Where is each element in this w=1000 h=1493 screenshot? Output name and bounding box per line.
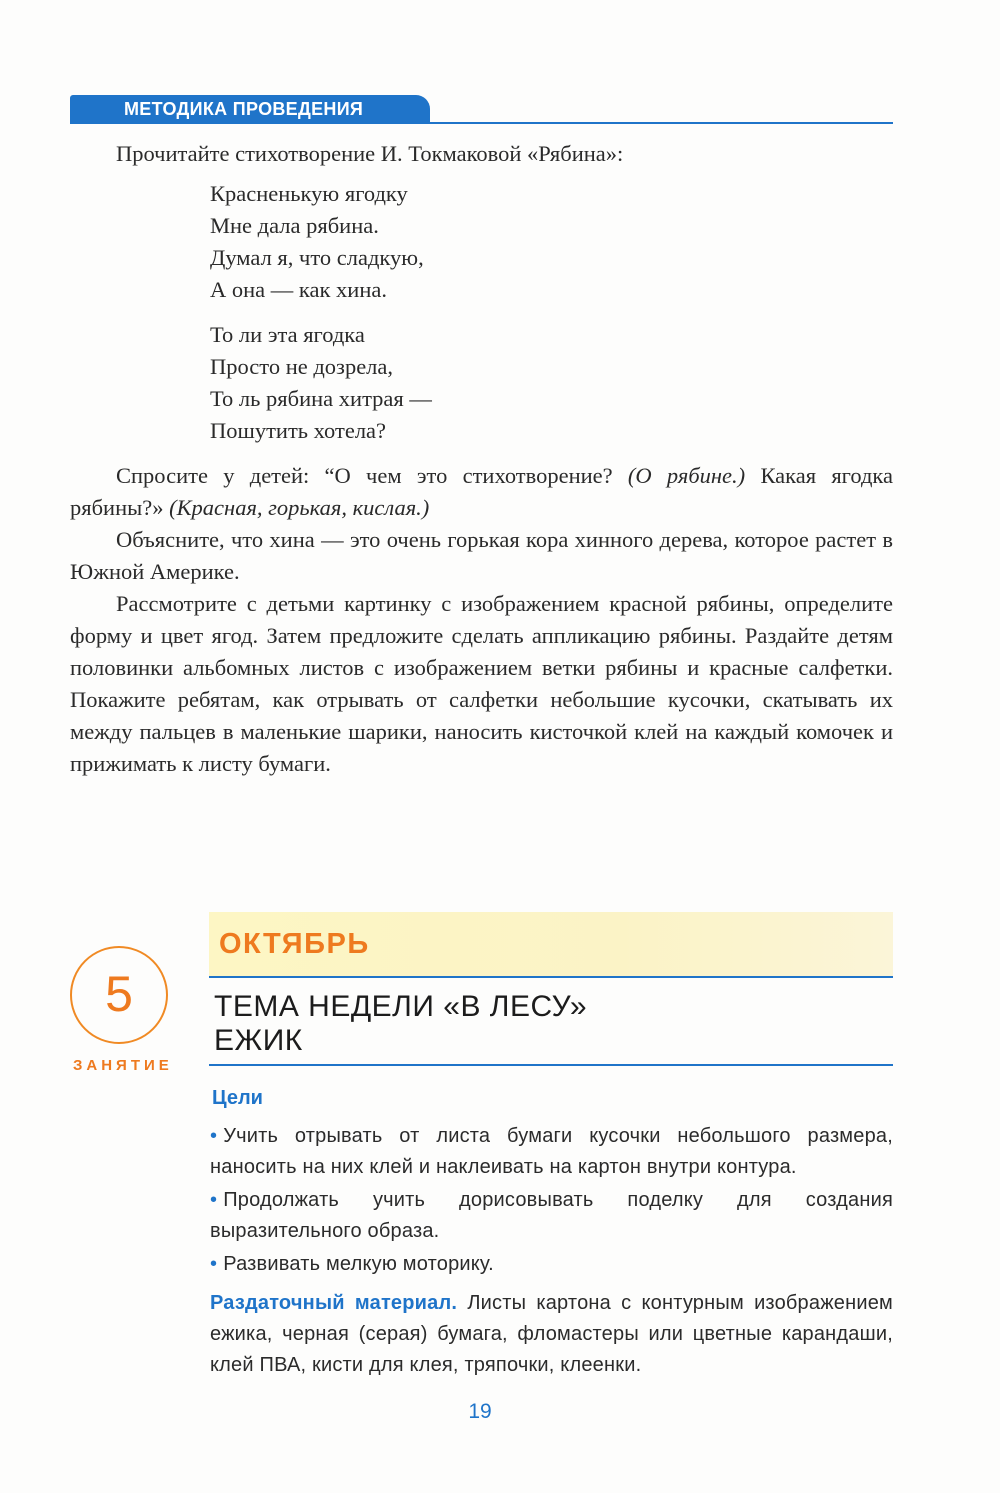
- goal-text: Развивать мелкую моторику.: [223, 1253, 494, 1275]
- poem-line: Просто не дозрела,: [210, 354, 394, 379]
- lesson-number-label: ЗАНЯТИЕ: [73, 1057, 173, 1074]
- materials-text: Листы картона с контурным изображением ежика, черная (серая) бумага, фломастеры или цветные карандаши, клей ПВА, кисти для клея, тряпочки, клеенки.: [210, 1292, 893, 1376]
- answer-text: (О рябине.): [627, 463, 746, 488]
- answer-text: (Красная, горькая, кислая.): [169, 495, 430, 520]
- poem-line: Думал я, что сладкую,: [210, 245, 424, 270]
- explanation-paragraph: Объясните, что хина — это очень горькая кора хинного дерева, которое растет в Южной Америке.: [70, 527, 893, 584]
- goal-text: Учить отрывать от листа бумаги кусочки небольшого размера, наносить на них клей и наклеивать на картон внутри контура.: [210, 1125, 893, 1178]
- goal-text: Продолжать учить дорисовывать поделку для создания выразительного образа.: [210, 1189, 893, 1242]
- poem-line: То ли эта ягодка: [210, 322, 365, 347]
- bullet-icon: •: [210, 1189, 218, 1211]
- poem-stanza-2: [210, 319, 432, 447]
- month-title: ОКТЯБРЬ: [219, 928, 370, 960]
- bullet-icon: •: [210, 1253, 218, 1275]
- month-band: [209, 912, 893, 976]
- goals-list: [210, 1121, 893, 1282]
- section-header: [70, 95, 893, 125]
- poem-stanza-1: [210, 178, 424, 306]
- week-theme-title: ТЕМА НЕДЕЛИ «В ЛЕСУ»: [214, 990, 588, 1023]
- poem-line: Пошутить хотела?: [210, 418, 387, 443]
- body-text: [70, 460, 893, 780]
- page-number: 19: [468, 1400, 492, 1423]
- poem-line: Красненькую ягодку: [210, 181, 408, 206]
- intro-text: Прочитайте стихотворение И. Токмаковой «Рябина»:: [116, 141, 624, 166]
- question-paragraph: [70, 460, 893, 524]
- goal-item: [210, 1185, 893, 1247]
- materials-paragraph: [210, 1288, 893, 1381]
- lesson-number: 5: [105, 966, 133, 1022]
- materials-label: Раздаточный материал.: [210, 1292, 458, 1314]
- goals-heading: Цели: [212, 1087, 263, 1109]
- section-header-label: МЕТОДИКА ПРОВЕДЕНИЯ: [70, 95, 430, 123]
- question-text: Какая ягодка рябины?»: [70, 463, 893, 520]
- poem-line: Мне дала рябина.: [210, 213, 379, 238]
- title-rule: [209, 1064, 893, 1066]
- month-rule: [209, 976, 893, 978]
- goal-item: [210, 1121, 893, 1183]
- question-text: Спросите у детей: “О чем это стихотворение?: [116, 463, 628, 488]
- lesson-title: ЕЖИК: [214, 1024, 303, 1057]
- poem-line: То ль рябина хитрая —: [210, 386, 432, 411]
- bullet-icon: •: [210, 1125, 218, 1147]
- lesson-number-circle: [70, 946, 168, 1044]
- poem-line: А она — как хина.: [210, 277, 387, 302]
- section-header-rule: [70, 122, 893, 124]
- activity-paragraph: Рассмотрите с детьми картинку с изображением красной рябины, определите форму и цвет ягод. Затем предложите сделать аппликацию рябины. Раздайте детям половинки альбомных листов с изображением ветки рябины и красные салфетки. Покажите ребятам, как отрывать от салфетки небольшие кусочки, скатывать их между пальцев в маленькие шарики, наносить кисточкой клей на каждый комочек и прижимать к листу бумаги.: [70, 591, 893, 776]
- goal-item: [210, 1249, 893, 1280]
